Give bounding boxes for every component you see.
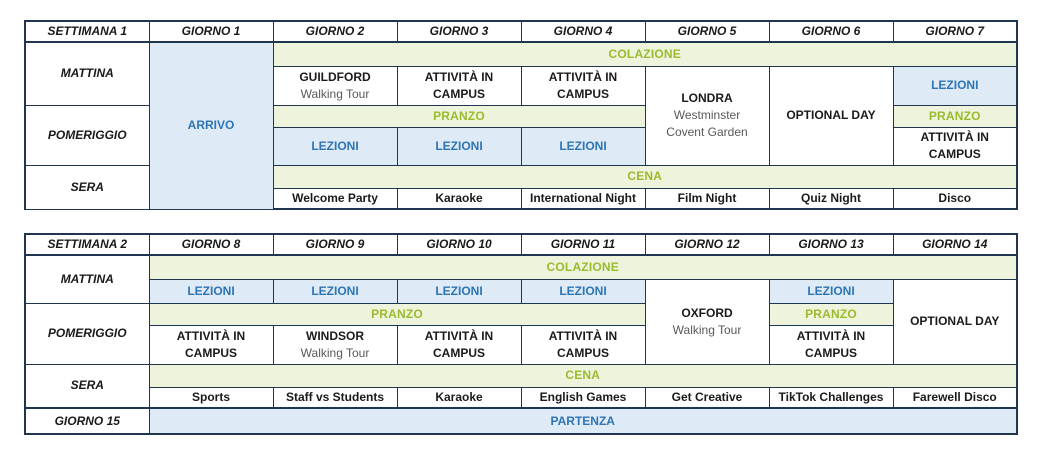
- excursion-title: OXFORD: [681, 305, 733, 320]
- lunch-band: PRANZO: [273, 105, 645, 127]
- evening-event: Farewell Disco: [893, 387, 1017, 408]
- excursion-subtitle: Covent Garden: [666, 125, 748, 139]
- lessons-cell: LEZIONI: [397, 279, 521, 303]
- lessons-cell: LEZIONI: [273, 279, 397, 303]
- lunch-band: PRANZO: [149, 303, 645, 325]
- day-header: GIORNO 6: [769, 21, 893, 42]
- lunch-cell: PRANZO: [893, 105, 1017, 127]
- day-header: GIORNO 4: [521, 21, 645, 42]
- activity-cell: [769, 325, 893, 364]
- evening-event: Quiz Night: [769, 188, 893, 209]
- activity-title: WINDSOR: [306, 328, 364, 343]
- evening-event: Sports: [149, 387, 273, 408]
- row-label-evening: SERA: [25, 165, 149, 209]
- activity-title: ATTIVITÀ IN CAMPUS: [424, 328, 494, 360]
- activity-title: ATTIVITÀ IN CAMPUS: [548, 328, 618, 360]
- day-header: GIORNO 3: [397, 21, 521, 42]
- lunch-cell: PRANZO: [769, 303, 893, 325]
- day-header: GIORNO 5: [645, 21, 769, 42]
- week2-header-row: [25, 234, 1017, 255]
- day-header: GIORNO 14: [893, 234, 1017, 255]
- evening-event: Staff vs Students: [273, 387, 397, 408]
- lessons-cell: LEZIONI: [521, 127, 645, 165]
- breakfast-band: COLAZIONE: [273, 42, 1017, 66]
- optional-day-cell: [769, 66, 893, 165]
- activity-cell: [521, 66, 645, 105]
- optional-day-cell: [893, 279, 1017, 364]
- excursion-title: LONDRA: [681, 91, 733, 105]
- dinner-band: CENA: [149, 364, 1017, 387]
- row-label-afternoon: POMERIGGIO: [25, 105, 149, 165]
- activity-subtitle: Walking Tour: [300, 86, 370, 101]
- excursion-subtitle: Walking Tour: [672, 322, 742, 337]
- week1-schedule-table: [24, 20, 1018, 210]
- evening-event: TikTok Challenges: [769, 387, 893, 408]
- lessons-cell: LEZIONI: [769, 279, 893, 303]
- activity-title: ATTIVITÀ IN CAMPUS: [424, 69, 494, 101]
- evening-event: Karaoke: [397, 387, 521, 408]
- breakfast-band: COLAZIONE: [149, 255, 1017, 279]
- activity-title: ATTIVITÀ IN CAMPUS: [796, 328, 866, 360]
- activity-cell: [149, 325, 273, 364]
- optional-day-label: OPTIONAL DAY: [786, 108, 876, 122]
- day-header: GIORNO 7: [893, 21, 1017, 42]
- activity-cell: [273, 325, 397, 364]
- activity-title: ATTIVITÀ IN CAMPUS: [176, 328, 246, 360]
- lessons-cell: LEZIONI: [521, 279, 645, 303]
- week-label: SETTIMANA 2: [25, 234, 149, 255]
- row-label-morning: MATTINA: [25, 42, 149, 105]
- activity-title: ATTIVITÀ IN CAMPUS: [548, 69, 618, 101]
- week-label: SETTIMANA 1: [25, 21, 149, 42]
- dinner-band: CENA: [273, 165, 1017, 188]
- day-header: GIORNO 8: [149, 234, 273, 255]
- row-label-afternoon: POMERIGGIO: [25, 303, 149, 364]
- lessons-cell: LEZIONI: [273, 127, 397, 165]
- evening-event: Welcome Party: [273, 188, 397, 209]
- day-header: GIORNO 1: [149, 21, 273, 42]
- week2-schedule-table: [24, 233, 1018, 435]
- day-header: GIORNO 2: [273, 21, 397, 42]
- activity-cell: [397, 325, 521, 364]
- optional-day-label: OPTIONAL DAY: [910, 314, 1000, 328]
- day-header: GIORNO 12: [645, 234, 769, 255]
- activity-title: GUILDFORD: [299, 69, 371, 84]
- day-header: GIORNO 9: [273, 234, 397, 255]
- activity-title: ATTIVITÀ IN CAMPUS: [920, 130, 989, 161]
- evening-event: Karaoke: [397, 188, 521, 209]
- excursion-cell: [645, 279, 769, 364]
- departure-band: PARTENZA: [149, 408, 1017, 434]
- week1-header-row: [25, 21, 1017, 42]
- row-label-morning: MATTINA: [25, 255, 149, 303]
- day-header: GIORNO 11: [521, 234, 645, 255]
- row-label-day15: GIORNO 15: [25, 408, 149, 434]
- day-header: GIORNO 10: [397, 234, 521, 255]
- evening-event: International Night: [521, 188, 645, 209]
- evening-event: Get Creative: [645, 387, 769, 408]
- lessons-cell: LEZIONI: [149, 279, 273, 303]
- row-label-evening: SERA: [25, 364, 149, 408]
- excursion-subtitle: Westminster: [673, 108, 741, 122]
- activity-cell: [521, 325, 645, 364]
- arrival-cell: ARRIVO: [149, 42, 273, 209]
- evening-event: Film Night: [645, 188, 769, 209]
- activity-cell: [893, 127, 1017, 165]
- day-header: GIORNO 13: [769, 234, 893, 255]
- lessons-cell: LEZIONI: [397, 127, 521, 165]
- excursion-cell: [645, 66, 769, 165]
- activity-cell: [273, 66, 397, 105]
- lessons-cell: LEZIONI: [893, 66, 1017, 105]
- evening-event: English Games: [521, 387, 645, 408]
- activity-cell: [397, 66, 521, 105]
- activity-subtitle: Walking Tour: [300, 345, 370, 360]
- evening-event: Disco: [893, 188, 1017, 209]
